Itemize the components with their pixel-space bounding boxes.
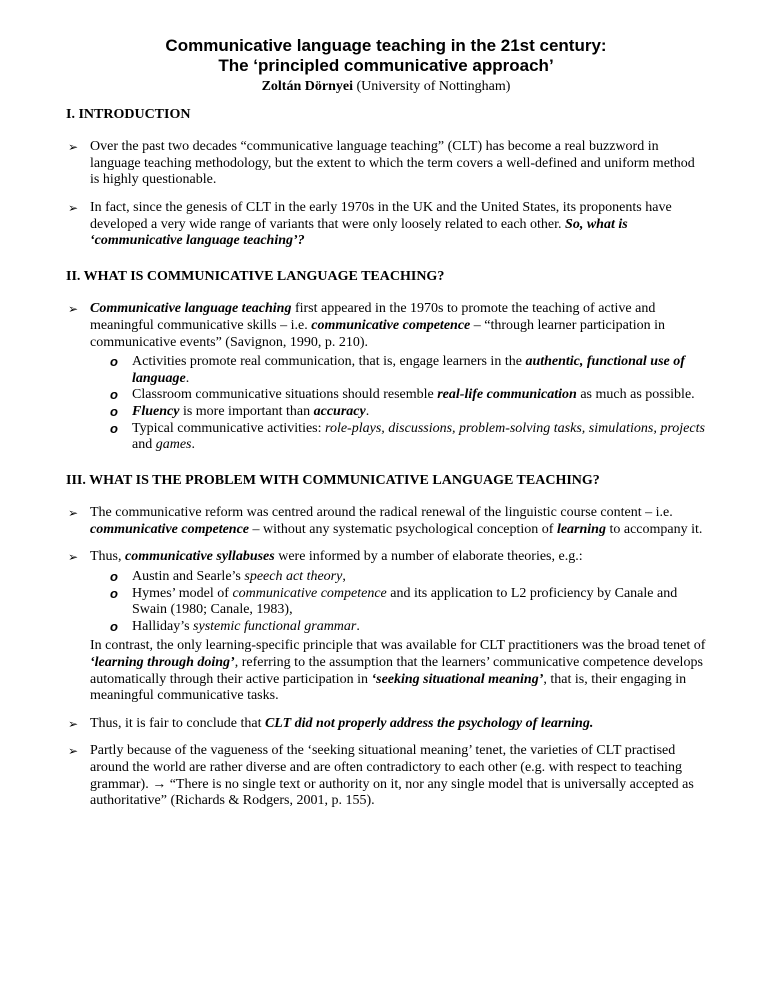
section-heading-what-is-clt: II. WHAT IS COMMUNICATIVE LANGUAGE TEACHING? bbox=[66, 268, 445, 284]
sub-bullet-italic: role-plays, discussions, problem-solving tasks, simulations, projects bbox=[325, 420, 705, 436]
bullet-emphasis: CLT did not properly address the psychology of learning. bbox=[264, 715, 594, 731]
title-line-2: The ‘principled communicative approach’ bbox=[218, 56, 554, 75]
sub-bullet-emphasis: authentic, functional use of language bbox=[132, 354, 685, 386]
sub-bullet-text: Typical communicative activities: bbox=[132, 420, 326, 436]
bullet-text: – “through learner participation in communicative events” (Savignon, 1990, p. 210). bbox=[90, 317, 666, 350]
bullet-item bbox=[66, 200, 706, 250]
sub-bullet-text: and its application to L2 proficiency by Canale and Swain (1980; Canale, 1983), bbox=[132, 585, 678, 618]
bullet-item bbox=[66, 549, 706, 566]
bullet-emphasis: learning bbox=[556, 521, 606, 537]
sub-bullet-icon: o bbox=[110, 420, 118, 436]
sub-bullet-text: . bbox=[185, 370, 190, 386]
sub-bullet-italic: speech act theory bbox=[244, 569, 343, 585]
bullet-emphasis: communicative competence bbox=[90, 521, 250, 537]
bullet-text: Thus, bbox=[90, 549, 125, 565]
sub-bullet-text: is more important than bbox=[179, 403, 314, 419]
sub-bullet-icon: o bbox=[110, 585, 118, 601]
arrow-bullet-icon: ➢ bbox=[68, 744, 79, 759]
arrow-bullet-icon: ➢ bbox=[68, 302, 79, 317]
sub-bullet-item bbox=[66, 404, 706, 421]
sub-bullet-text: . bbox=[191, 437, 195, 453]
bullet-item bbox=[66, 301, 706, 351]
sub-bullet-italic: systemic functional grammar bbox=[193, 618, 357, 634]
bullet-item bbox=[66, 139, 706, 189]
title-line-1: Communicative language teaching in the 21st century: bbox=[165, 36, 607, 55]
bullet-emphasis: communicative syllabuses bbox=[125, 549, 275, 565]
sub-bullet-text: Austin and Searle’s bbox=[132, 569, 245, 585]
bullet-text: Partly because of the vagueness of the ‘seeking situational meaning’ tenet, the varieties of CLT practised around the world are rather diverse and are often contradictory to each other (e.g. with respect to teaching grammar). → “There is no single text or authority on it, nor any single model that is universally accepted as authoritative” (Richards & Rodgers, 2001, p. 155). bbox=[90, 743, 694, 809]
sub-bullet-text: and bbox=[132, 437, 156, 453]
section-heading-problem: III. WHAT IS THE PROBLEM WITH COMMUNICATIVE LANGUAGE TEACHING? bbox=[66, 472, 600, 488]
sub-bullet-icon: o bbox=[110, 354, 118, 370]
sub-bullet-icon: o bbox=[110, 387, 118, 403]
bullet-item bbox=[66, 743, 706, 809]
arrow-bullet-icon: ➢ bbox=[68, 140, 79, 155]
bullet-text: In fact, since the genesis of CLT in the early 1970s in the UK and the United States, its proponents have developed a very wide range of variants that were only loosely related to each other. bbox=[90, 199, 672, 232]
bullet-emphasis: Communicative language teaching bbox=[90, 301, 292, 317]
paragraph-text: , referring to the assumption that the learners’ communicative competence develops automatically through their active participation in bbox=[90, 655, 703, 687]
paragraph-emphasis: ‘seeking situational meaning’ bbox=[371, 671, 544, 687]
author-name: Zoltán Dörnyei bbox=[261, 79, 353, 94]
sub-bullet-icon: o bbox=[110, 569, 118, 585]
sub-bullet-item bbox=[66, 619, 706, 636]
sub-bullet-emphasis: real-life communication bbox=[437, 387, 577, 403]
bullet-emphasis: So, what is ‘communicative language teaching’? bbox=[90, 216, 628, 249]
sub-bullet-emphasis: accuracy bbox=[313, 403, 366, 419]
paragraph-text: In contrast, the only learning-specific principle that was available for CLT practitioners was the broad tenet of bbox=[90, 638, 706, 654]
bullet-text: Thus, it is fair to conclude that bbox=[90, 715, 265, 731]
arrow-bullet-icon: ➢ bbox=[68, 200, 79, 215]
author-line bbox=[66, 79, 706, 96]
paragraph-text: , that is, their engaging in meaningful communicative tasks. bbox=[90, 671, 687, 704]
sub-bullet-icon: o bbox=[110, 618, 118, 634]
bullet-text: The communicative reform was centred around the radical renewal of the linguistic course content – i.e. bbox=[90, 505, 673, 521]
sub-bullet-item bbox=[66, 421, 706, 454]
sub-bullet-item bbox=[66, 569, 706, 586]
bullet-text: Over the past two decades “communicative language teaching” (CLT) has become a real buzzword in language teaching methodology, but the extent to which the term covers a well-defined and uniform method is highly questionable. bbox=[90, 139, 695, 188]
sub-bullet-icon: o bbox=[110, 403, 118, 419]
arrow-bullet-icon: ➢ bbox=[68, 550, 79, 565]
bullet-item bbox=[66, 505, 706, 538]
sub-bullet-text: . bbox=[356, 618, 360, 634]
arrow-bullet-icon: ➢ bbox=[68, 506, 79, 521]
sub-bullet-text: . bbox=[365, 403, 370, 419]
sub-bullet-text: Hymes’ model of bbox=[132, 585, 233, 601]
sub-bullet-text: Activities promote real communication, that is, engage learners in the bbox=[132, 354, 526, 370]
arrow-bullet-icon: ➢ bbox=[68, 716, 79, 731]
bullet-item bbox=[66, 716, 706, 733]
bullet-emphasis: communicative competence bbox=[311, 317, 471, 333]
sub-bullet-text: as much as possible. bbox=[576, 387, 695, 403]
paragraph-emphasis: ‘learning through doing’ bbox=[90, 655, 235, 671]
sub-bullet-text: Classroom communicative situations should resemble bbox=[132, 387, 438, 403]
sub-bullet-italic: communicative competence bbox=[232, 585, 387, 601]
section-heading-introduction: I. INTRODUCTION bbox=[66, 106, 191, 122]
sub-bullet-text: Halliday’s bbox=[132, 618, 194, 634]
sub-bullet-item bbox=[66, 387, 706, 404]
sub-bullet-text: , bbox=[342, 569, 346, 585]
sub-bullet-item bbox=[66, 354, 706, 387]
sub-bullet-emphasis: Fluency bbox=[132, 403, 180, 419]
bullet-text: to accompany it. bbox=[605, 521, 703, 537]
bullet-text: – without any systematic psychological conception of bbox=[249, 521, 557, 537]
sub-bullet-italic: games bbox=[155, 437, 192, 453]
document-page bbox=[66, 36, 706, 810]
bullet-text: were informed by a number of elaborate theories, e.g.: bbox=[274, 549, 583, 565]
bullet-text: first appeared in the 1970s to promote the teaching of active and meaningful communicative skills – i.e. bbox=[90, 301, 656, 333]
author-affiliation: (University of Nottingham) bbox=[352, 79, 511, 94]
contrast-paragraph bbox=[66, 638, 706, 704]
sub-bullet-item bbox=[66, 586, 706, 619]
